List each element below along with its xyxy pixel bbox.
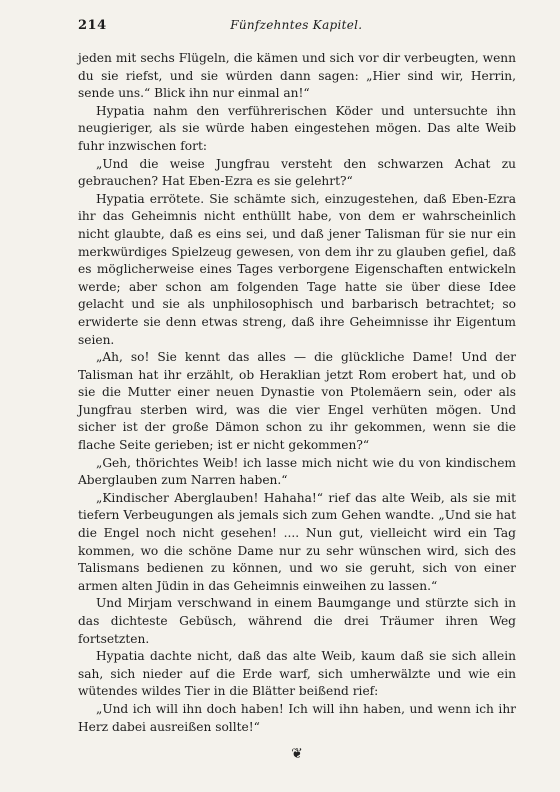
end-ornament: ❦ (291, 746, 303, 763)
paragraph: „Geh, thörichtes Weib! ich lasse mich nicht wie du von kindischem Aberglauben zum Narren haben.“ (78, 455, 516, 488)
body-text (78, 50, 516, 736)
paragraph: „Ah, so! Sie kennt das alles — die glückliche Dame! Und der Talisman hat ihr erzählt, ob Heraklian jetzt Rom erobert hat, und ob sie die Mutter einer neuen Dynastie von Ptolemäern sein, oder als Jungfrau sterben wird, was die vier Engel verhüten mögen. Und sicher ist der große Dämon schon zu ihr gekommen, wenn sie die flache Seite gerieben; ist er nicht gekommen?“ (78, 350, 516, 453)
page-header (78, 18, 516, 40)
paragraph: Und Mirjam verschwand in einem Baumgange und stürzte sich in das dichteste Gebüsch, während die drei Träumer ihren Weg fortsetzten. (78, 596, 516, 646)
paragraph: „Und ich will ihn doch haben! Ich will ihn haben, und wenn ich ihr Herz dabei ausreißen sollte!“ (78, 701, 516, 734)
paragraph: „Kindischer Aberglauben! Hahaha!“ rief das alte Weib, als sie mit tiefern Verbeugungen als jemals sich zum Gehen wandte. „Und sie hat die Engel noch nicht gesehen! .... Nun gut, vielleicht wird ein Tag kommen, wo die schöne Dame nur zu sehr wünschen wird, sich des Talismans bedienen zu können, und wo sie geruht, sich von einer armen alten Jüdin in das Geheimnis einweihen zu lassen.“ (78, 490, 516, 593)
paragraph: jeden mit sechs Flügeln, die kämen und sich vor dir verbeugten, wenn du sie riefst, und sie würden dann sagen: „Hier sind wir, Herrin, sende uns.“ Blick ihn nur einmal an!“ (78, 51, 516, 101)
paragraph: Hypatia nahm den verführerischen Köder und untersuchte ihn neugieriger, als sie würde haben eingestehen mögen. Das alte Weib fuhr inzwischen fort: (78, 103, 516, 153)
running-title: Fünfzehntes Kapitel. (230, 18, 363, 32)
paragraph: Hypatia dachte nicht, daß das alte Weib, kaum daß sie sich allein sah, sich nieder auf die Erde warf, sich umherwälzte und wie ein wütendes wildes Tier in die Blätter beißend rief: (78, 649, 516, 699)
paragraph: „Und die weise Jungfrau versteht den schwarzen Achat zu gebrauchen? Hat Eben-Ezra es sie gelehrt?“ (78, 156, 516, 189)
paragraph: Hypatia errötete. Sie schämte sich, einzugestehen, daß Eben-Ezra ihr das Geheimnis nicht enthüllt habe, von dem er wahrscheinlich nicht glaubte, daß es eins sei, und daß jener Talisman für sie nur ein merkwürdiges Spielzeug gewesen, von dem ihr zu glauben gefiel, daß es möglicherweise eines Tages verborgene Eigenschaften entwickeln werde; aber schon am folgenden Tage hatte sie über diese Idee gelacht und sie als unphilosophisch und barbarisch betrachtet; so erwiderte sie denn etwas streng, daß ihre Geheimnisse ihr Eigentum seien. (78, 191, 516, 347)
page-number: 214 (78, 18, 107, 33)
